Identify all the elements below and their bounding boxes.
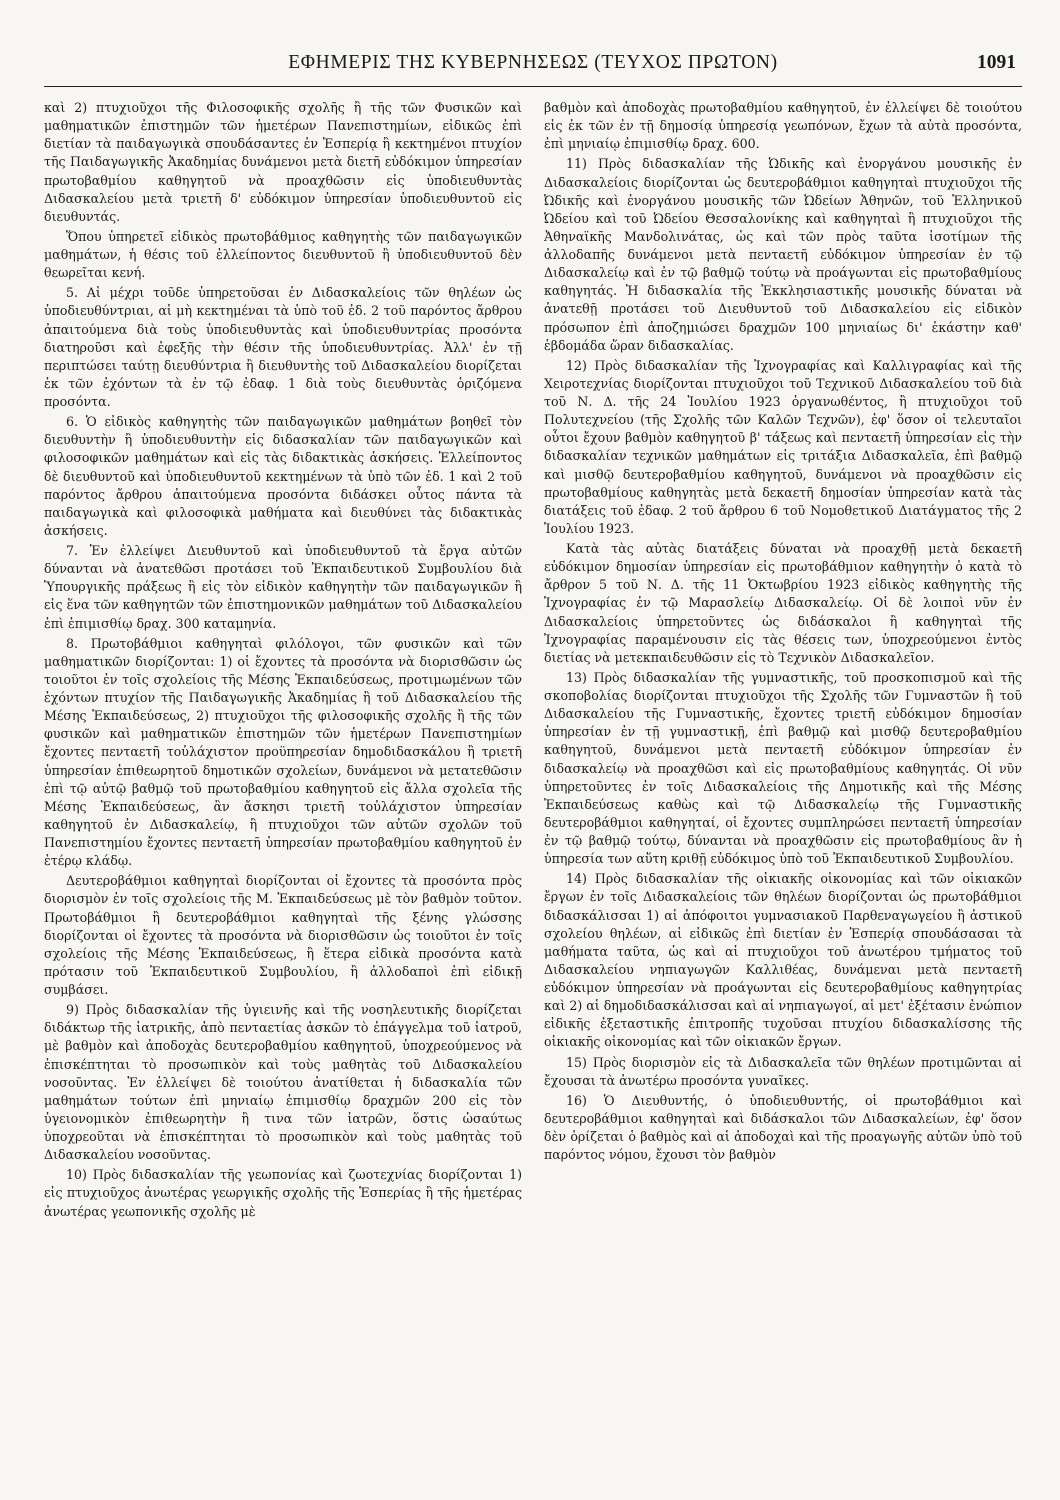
page-header — [44, 46, 1022, 87]
paragraph: 15) Πρὸς διορισμὸν εἰς τὰ Διδασκαλεῖα τῶν θηλέων προτιμῶνται αἱ ἔχουσαι τὰ ἀνωτέρω προσόντα γυναῖκες. — [544, 1054, 1022, 1088]
paragraph: 14) Πρὸς διδασκαλίαν τῆς οἰκιακῆς οἰκονομίας καὶ τῶν οἰκιακῶν ἔργων ἐν τοῖς Διδασκαλείοις τῶν θηλέων διορίζονται ὡς πρωτοβάθμιοι διδασκάλισσαι 1) αἱ ἀπόφοιτοι γυμνασιακοῦ Παρθεναγωγείου ἢ ἀστικοῦ σχολείου θηλέων, αἱ εἰδικῶς ἐπὶ διετίαν ἐν Ἑσπερίᾳ σπουδάσασαι τὰ μαθήματα ταῦτα, ὡς καὶ αἱ πτυχιοῦχοι τοῦ ἀνωτέρου τμήματος τοῦ Διδασκαλείου νηπιαγωγῶν Καλλιθέας, δυνάμεναι μετὰ πενταετῆ εὐδόκιμον ὑπηρεσίαν νὰ προάγωνται εἰς δευτεροβαθμίους καθηγητρίας καὶ 2) αἱ δημοδιδασκάλισσαι καὶ αἱ νηπιαγωγοί, αἱ μετ' ἐξέτασιν ἐνώπιον εἰδικῆς ἐξεταστικῆς ἐπιτροπῆς τυχοῦσαι πτυχίου διδασκαλίσσης τῆς οἰκιακῆς οἰκονομίας καὶ τῶν οἰκιακῶν ἔργων. — [544, 871, 1022, 1050]
paragraph: 16) Ὁ Διευθυντής, ὁ ὑποδιευθυντής, οἱ πρωτοβάθμιοι καὶ δευτεροβάθμιοι καθηγηταὶ καὶ διδάσκαλοι τῶν Διδασκαλείων, ἐφ' ὅσον δὲν ὁρίζεται ὁ βαθμὸς καὶ αἱ ἀποδοχαὶ καὶ τῆς προαγωγῆς αὐτῶν ὑπὸ τοῦ παρόντος νόμου, ἔχουσι τὸν βαθμὸν — [544, 1092, 1022, 1163]
paragraph: Κατὰ τὰς αὐτὰς διατάξεις δύναται νὰ προαχθῇ μετὰ δεκαετῆ εὐδόκιμον δημοσίαν ὑπηρεσίαν εἰς πρωτοβάθμιον καθηγητὴν ὁ κατὰ τὸ ἄρθρον 5 τοῦ Ν. Δ. τῆς 11 Ὀκτωβρίου 1923 εἰδικὸς καθηγητὴς τῆς Ἰχνογραφίας ἐν τῷ Μαρασλείῳ Διδασκαλείῳ. Οἱ δὲ λοιποὶ νῦν ἐν Διδασκαλείοις ὑπηρετοῦντες ὡς διδάσκαλοι ἢ καθηγηταὶ τῆς Ἰχνογραφίας παραμένουσιν εἰς τὰς θέσεις των, ὑποχρεούμενοι ἐντὸς διετίας νὰ μετεκπαιδευθῶσιν εἰς τὸ Τεχνικὸν Διδασκαλεῖον. — [544, 541, 1022, 665]
paragraph: 5. Αἱ μέχρι τοῦδε ὑπηρετοῦσαι ἐν Διδασκαλείοις τῶν θηλέων ὡς ὑποδιευθύντριαι, αἱ μὴ κεκτημέναι τὰ ὑπὸ τοῦ ἐδ. 2 τοῦ παρόντος ἄρθρου ἀπαιτούμενα διὰ τοὺς ὑποδιευθυντὰς καὶ ὑποδιευθυντρίας προσόντα διατηροῦσι καὶ ἐφεξῆς τὴν θέσιν τῆς ὑποδιευθυντρίας. Ἀλλ' ἐν τῇ περιπτώσει ταύτῃ διευθύντρια ἢ διευθυντὴς τοῦ Διδασκαλείου διορίζεται ἐκ τῶν ἐχόντων τὰ ἐν τῷ ἐδαφ. 1 διὰ τοὺς διευθυντὰς ὁριζόμενα προσόντα. — [44, 285, 522, 409]
right-column — [544, 99, 1022, 1223]
paragraph: 11) Πρὸς διδασκαλίαν τῆς Ὠδικῆς καὶ ἐνοργάνου μουσικῆς ἐν Διδασκαλείοις διορίζονται ὡς δευτεροβάθμιοι καθηγηταὶ πτυχιοῦχοι τῆς Ὠδικῆς καὶ ἐνοργάνου μουσικῆς τῶν Ὠδείων Ἀθηνῶν, τοῦ Ἑλληνικοῦ Ὠδείου καὶ τοῦ Ὠδείου Θεσσαλονίκης καὶ καθηγηταὶ ἢ πτυχιοῦχοι τῆς Ἀθηναϊκῆς Μανδολινάτας, ὡς καὶ τῶν πρὸς ταῦτα ἰσοτίμων τῆς ἀλλοδαπῆς δυνάμενοι μετὰ πενταετῆ εὐδόκιμον ὑπηρεσίαν ἐν τῷ Διδασκαλείῳ καὶ ἐν τῷ βαθμῷ τούτῳ νὰ προάγωνται εἰς πρωτοβαθμίους καθηγητάς. Ἡ διδασκαλία τῆς Ἐκκλησιαστικῆς μουσικῆς δύναται νὰ ἀνατεθῇ προτάσει τοῦ Διευθυντοῦ τοῦ Διδασκαλείου εἰς εἰδικὸν πρόσωπον ἐπὶ ἀποζημιώσει δραχμῶν 100 μηνιαίως δι' ἑκάστην καθ' ἑβδομάδα ὥραν διδασκαλίας. — [544, 156, 1022, 353]
paragraph: 6. Ὁ εἰδικὸς καθηγητὴς τῶν παιδαγωγικῶν μαθημάτων βοηθεῖ τὸν διευθυντὴν ἢ ὑποδιευθυντὴν εἰς διδασκαλίαν τῶν παιδαγωγικῶν καὶ φιλοσοφικῶν μαθημάτων καὶ εἰς τὰς διδακτικὰς ἀσκήσεις. Ἐλλείποντος δὲ διευθυντοῦ καὶ ὑποδιευθυντοῦ κεκτημένων τὰ ὑπὸ τῶν ἐδ. 1 καὶ 2 τοῦ παρόντος ἄρθρου ἀπαιτούμενα προσόντα διδάσκει οὗτος πάντα τὰ παιδαγωγικὰ καὶ φιλοσοφικὰ μαθήματα καὶ διευθύνει τὰς διδακτικὰς ἀσκήσεις. — [44, 414, 522, 538]
paragraph: Δευτεροβάθμιοι καθηγηταὶ διορίζονται οἱ ἔχοντες τὰ προσόντα πρὸς διορισμὸν ἐν τοῖς σχολείοις τῆς Μ. Ἐκπαιδεύσεως μὲ τὸν βαθμὸν τοῦτον. Πρωτοβάθμιοι ἢ δευτεροβάθμιοι καθηγηταὶ τῆς ξένης γλώσσης διορίζονται οἱ ἔχοντες τὰ προσόντα νὰ διορισθῶσιν ὡς τοιοῦτοι ἐν τοῖς σχολείοις τῆς Μέσης Ἐκπαιδεύσεως, ἢ ἕτερα εἰδικὰ προσόντα κατὰ πρότασιν τοῦ Ἐκπαιδευτικοῦ Συμβουλίου, ἢ ἀλλοδαποὶ ἐπὶ εἰδικῇ συμβάσει. — [44, 873, 522, 997]
gazette-title: ΕΦΗΜΕΡΙΣ ΤΗΣ ΚΥΒΕΡΝΗΣΕΩΣ (ΤΕΥΧΟΣ ΠΡΩΤΟΝ) — [288, 52, 778, 73]
paragraph: καὶ 2) πτυχιοῦχοι τῆς Φιλοσοφικῆς σχολῆς ἢ τῆς τῶν Φυσικῶν καὶ μαθηματικῶν ἐπιστημῶν τῶν ἡμετέρων Πανεπιστημίων, εἰδικῶς ἐπὶ διετίαν τὰ παιδαγωγικὰ σπουδάσαντες ἐν Ἑσπερίᾳ ἢ κεκτημένοι πτυχίον τῆς Παιδαγωγικῆς Ἀκαδημίας δυνάμενοι μετὰ διετῆ εὐδόκιμον ὑπηρεσίαν πρωτοβαθμίου καθηγητοῦ νὰ προαχθῶσιν εἰς ὑποδιευθυντὰς Διδασκαλείου μετὰ τριετῆ δ' εὐδόκιμον ὑπηρεσίαν ὑποδιευθυντοῦ εἰς διευθυντάς. — [44, 100, 522, 224]
paragraph: 8. Πρωτοβάθμιοι καθηγηταὶ φιλόλογοι, τῶν φυσικῶν καὶ τῶν μαθηματικῶν διορίζονται: 1) οἱ ἔχοντες τὰ προσόντα νὰ διορισθῶσιν ὡς τοιοῦτοι ἐν τοῖς σχολείοις τῆς Μέσης Ἐκπαιδεύσεως, προτιμωμένων τῶν ἐχόντων πτυχίον τῆς Παιδαγωγικῆς Ἀκαδημίας ἢ τοῦ Διδασκαλείου τῆς Μέσης Ἐκπαιδεύσεως, 2) πτυχιοῦχοι τῆς φιλοσοφικῆς σχολῆς ἢ τῆς τῶν φυσικῶν καὶ μαθηματικῶν ἐπιστημῶν τῶν ἡμετέρων Πανεπιστημίων ἔχοντες πενταετῆ τοὐλάχιστον προϋπηρεσίαν δημοδιδασκάλου ἢ τριετῆ ὑπηρεσίαν ἐπιθεωρητοῦ δημοτικῶν σχολείων, δυνάμενοι νὰ μετατεθῶσιν ἐπὶ τῷ αὐτῷ βαθμῷ τοῦ πρωτοβαθμίου καθηγητοῦ εἰς ἄλλα σχολεῖα τῆς Μέσης Ἐκπαιδεύσεως, ἂν ἄσκησι τριετῆ τοὐλάχιστον ὑπηρεσίαν καθηγητοῦ ἐν Διδασκαλείῳ, ἢ πτυχιοῦχοι τῶν αὐτῶν σχολῶν τοῦ Πανεπιστημίου ἔχοντες πενταετῆ ὑπηρεσίαν πρωτοβαθμίου καθηγητοῦ ἐν ἑτέρῳ κλάδῳ. — [44, 635, 522, 869]
paragraph: Ὅπου ὑπηρετεῖ εἰδικὸς πρωτοβάθμιος καθηγητὴς τῶν παιδαγωγικῶν μαθημάτων, ἡ θέσις τοῦ ἐλλείποντος διευθυντοῦ ἢ ὑποδιευθυντοῦ δὲν θεωρεῖται κενή. — [44, 228, 522, 281]
paragraph: 9) Πρὸς διδασκαλίαν τῆς ὑγιεινῆς καὶ τῆς νοσηλευτικῆς διορίζεται διδάκτωρ τῆς ἰατρικῆς, ἀπὸ πενταετίας ἀσκῶν τὸ ἐπάγγελμα τοῦ ἰατροῦ, μὲ βαθμὸν καὶ ἀποδοχὰς δευτεροβαθμίου καθηγητοῦ, ὑποχρεούμενος νὰ ἐπισκέπτηται τὸ προσωπικὸν καὶ τοὺς μαθητὰς τοῦ Διδασκαλείου νοσοῦντας. Ἐν ἐλλείψει δὲ τοιούτου ἀνατίθεται ἡ διδασκαλία τῶν μαθημάτων τούτων ἐπὶ μηνιαίῳ ἐπιμισθίῳ δραχμῶν 200 εἰς τὸν ὑγειονομικὸν ἐπιθεωρητὴν ἢ τινα τῶν ἰατρῶν, ὅστις ὡσαύτως ὑποχρεοῦται νὰ ἐπισκέπτηται τὸ προσωπικὸν καὶ τοὺς μαθητὰς τοῦ Διδασκαλείου νοσοῦντας. — [44, 1002, 522, 1163]
paragraph: βαθμὸν καὶ ἀποδοχὰς πρωτοβαθμίου καθηγητοῦ, ἐν ἐλλείψει δὲ τοιούτου εἰς ἐκ τῶν ἐν τῇ δημοσίᾳ ὑπηρεσίᾳ γεωπόνων, ἔχων τὰ αὐτὰ προσόντα, ἐπὶ μηνιαίῳ ἐπιμισθίῳ δραχ. 600. — [544, 100, 1022, 152]
paragraph: 10) Πρὸς διδασκαλίαν τῆς γεωπονίας καὶ ζωοτεχνίας διορίζονται 1) εἰς πτυχιοῦχος ἀνωτέρας γεωργικῆς σχολῆς τῆς Ἑσπερίας ἢ τῆς ἡμετέρας ἀνωτέρας γεωπονικῆς σχολῆς μὲ — [44, 1167, 522, 1219]
paragraph: 13) Πρὸς διδασκαλίαν τῆς γυμναστικῆς, τοῦ προσκοπισμοῦ καὶ τῆς σκοποβολίας διορίζονται πτυχιοῦχοι τῆς Σχολῆς τῶν Γυμναστῶν ἢ τοῦ Διδασκαλείου τῆς Γυμναστικῆς, ἔχοντες τριετῆ εὐδόκιμον δημοσίαν ὑπηρεσίαν ἐν τῇ γυμναστικῇ, ἐπὶ βαθμῷ καὶ μισθῷ δευτεροβαθμίου καθηγητοῦ, δυνάμενοι μετὰ πενταετῆ εὐδόκιμον ὑπηρεσίαν ἐν διδασκαλείῳ νὰ προαχθῶσι καὶ εἰς πρωτοβαθμίους καθηγητάς. Οἱ νῦν ὑπηρετοῦντες ἐν τοῖς Διδασκαλείοις τῆς Δημοτικῆς καὶ τῆς Μέσης Ἐκπαιδεύσεως καθὼς καὶ τῷ Διδασκαλείῳ τῆς Γυμναστικῆς δευτεροβάθμιοι καθηγηταί, οἱ ἔχοντες συμπληρώσει πενταετῆ ὑπηρεσίαν ἐν τῷ βαθμῷ τούτῳ, δύνανται νὰ προαχθῶσιν εἰς πρωτοβαθμίους ἂν ἡ ὑπηρεσία των αὕτη κριθῇ εὐδόκιμος ὑπὸ τοῦ Ἐκπαιδευτικοῦ Συμβουλίου. — [544, 669, 1022, 867]
text-columns — [44, 99, 1022, 1223]
left-column — [44, 99, 522, 1223]
paragraph: 12) Πρὸς διδασκαλίαν τῆς Ἰχνογραφίας καὶ Καλλιγραφίας καὶ τῆς Χειροτεχνίας διορίζονται πτυχιοῦχοι τοῦ Τεχνικοῦ Διδασκαλείου τοῦ διὰ τοῦ Ν. Δ. τῆς 24 Ἰουλίου 1923 ὀργανωθέντος, ἢ πτυχιοῦχοι τοῦ Πολυτεχνείου (τῆς Σχολῆς τῶν Καλῶν Τεχνῶν), ἐφ' ὅσον οἱ τελευταῖοι οὗτοι ἔχουν βαθμὸν καθηγητοῦ β' τάξεως καὶ πενταετῆ ὑπηρεσίαν εἰς τὴν διδασκαλίαν τεχνικῶν μαθημάτων εἰς τριτάξια Διδασκαλεῖα, ἐπὶ βαθμῷ καὶ μισθῷ δευτεροβαθμίου καθηγητοῦ, δυνάμενοι νὰ προαχθῶσιν εἰς πρωτοβαθμίους καθηγητὰς μετὰ δεκαετῆ δημοσίαν ὑπηρεσίαν κατὰ τὰς διατάξεις τοῦ ἐδαφ. 2 τοῦ ἄρθρου 6 τοῦ Νομοθετικοῦ Διατάγματος τῆς 2 Ἰουλίου 1923. — [544, 357, 1022, 536]
paragraph: 7. Ἐν ἐλλείψει Διευθυντοῦ καὶ ὑποδιευθυντοῦ τὰ ἔργα αὐτῶν δύνανται νὰ ἀνατεθῶσι προτάσει τοῦ Ἐκπαιδευτικοῦ Συμβουλίου διὰ Ὑπουργικῆς πράξεως ἢ εἰς τὸν εἰδικὸν καθηγητὴν τῶν παιδαγωγικῶν ἢ εἰς ἕνα τῶν καθηγητῶν τῶν ἐπιστημονικῶν μαθημάτων τοῦ Διδασκαλείου ἐπὶ ἐπιμισθίῳ δραχ. 300 καταμηνία. — [44, 543, 522, 631]
page-number: 1091 — [977, 52, 1016, 73]
